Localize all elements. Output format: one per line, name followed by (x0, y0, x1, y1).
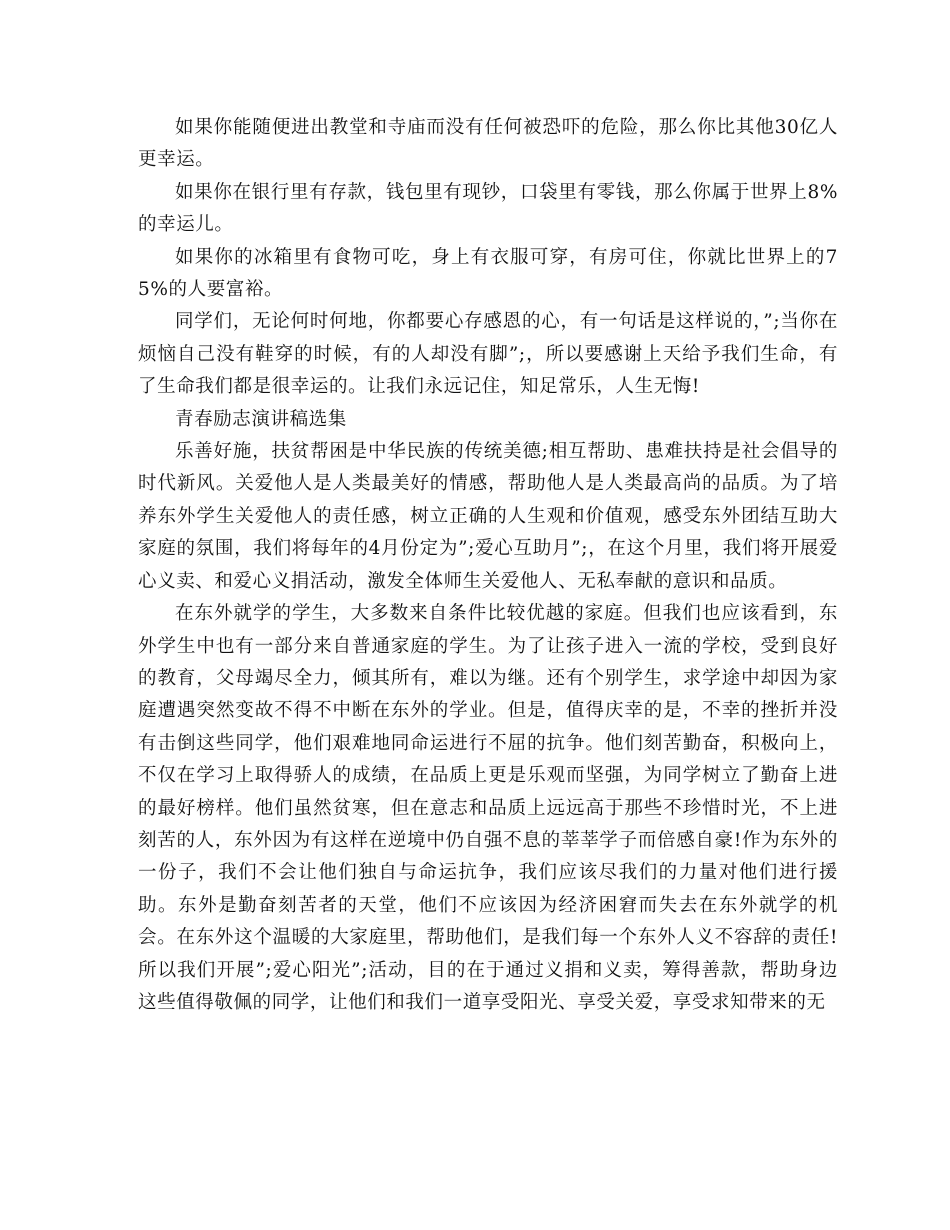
paragraph-fridge-food: 如果你的冰箱里有食物可吃，身上有衣服可穿，有房可住，你就比世界上的75%的人要富裕。 (138, 246, 838, 301)
paragraph-charity-month: 乐善好施，扶贫帮困是中华民族的传统美德;相互帮助、患难扶持是社会倡导的时代新风。关爱他人是人类最美好的情感，帮助他人是人类最高尚的品质。为了培养东外学生关爱他人的责任感，树立正确的人生观和价值观，感受东外团结互助大家庭的氛围，我们将每年的4月份定为”;爱心互助月”;，在这个月里，我们将开展爱心义卖、和爱心义捐活动，激发全体师生关爱他人、无私奉献的意识和品质。 (138, 441, 838, 592)
paragraph-bank-savings: 如果你在银行里有存款，钱包里有现钞，口袋里有零钱，那么你属于世界上8%的幸运儿。 (138, 181, 838, 236)
paragraph-church-temple: 如果你能随便进出教堂和寺庙而没有任何被恐吓的危险，那么你比其他30亿人更幸运。 (138, 117, 838, 171)
paragraph-gratitude: 同学们，无论何时何地，你都要心存感恩的心，有一句话是这样说的，”;当你在烦恼自己没有鞋穿的时候，有的人却没有脚”;，所以要感谢上天给予我们生命，有了生命我们都是很幸运的。让我们永远记住，知足常乐，人生无悔! (138, 311, 838, 398)
section-heading: 青春励志演讲稿选集 (175, 408, 347, 430)
document-body (138, 112, 838, 1019)
paragraph-students-help: 在东外就学的学生，大多数来自条件比较优越的家庭。但我们也应该看到，东外学生中也有一部分来自普通家庭的学生。为了让孩子进入一流的学校，受到良好的教育，父母竭尽全力，倾其所有，难以为继。还有个别学生，求学途中却因为家庭遭遇突然变故不得不中断在东外的学业。但是，值得庆幸的是，不幸的挫折并没有击倒这些同学，他们艰难地同命运进行不屈的抗争。他们刻苦勤奋，积极向上，不仅在学习上取得骄人的成绩，在品质上更是乐观而坚强，为同学树立了勤奋上进的最好榜样。他们虽然贫寒，但在意志和品质上远远高于那些不珍惜时光，不上进刻苦的人，东外因为有这样在逆境中仍自强不息的莘莘学子而倍感自豪!作为东外的一份子，我们不会让他们独自与命运抗争，我们应该尽我们的力量对他们进行援助。东外是勤奋刻苦者的天堂，他们不应该因为经济困窘而失去在东外就学的机会。在东外这个温暖的大家庭里，帮助他们，是我们每一个东外人义不容辞的责任!所以我们开展”;爱心阳光”;活动，目的在于通过义捐和义卖，筹得善款，帮助身边这些值得敬佩的同学，让他们和我们一道享受阳光、享受关爱，享受求知带来的无 (138, 603, 838, 1013)
